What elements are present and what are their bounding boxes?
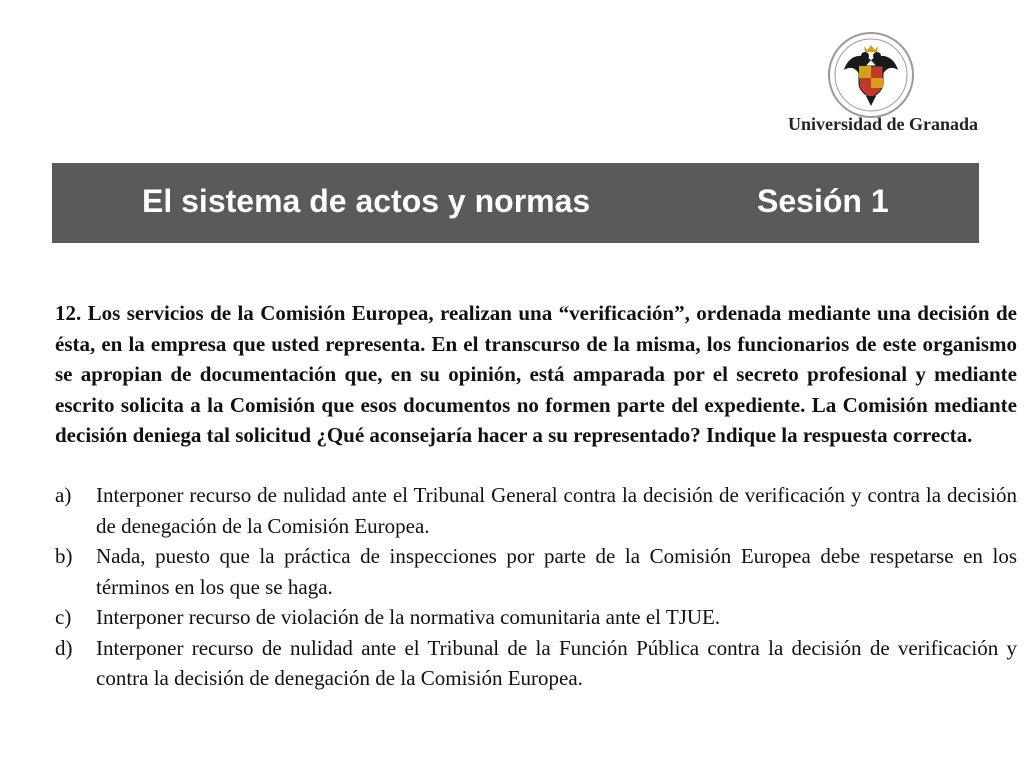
- option-text: Interponer recurso de nulidad ante el Tribunal de la Función Pública contra la decisión de verificación y contra la decisión de denegación de la Comisión Europea.: [96, 635, 1017, 690]
- answer-options: [55, 480, 1017, 694]
- session-label: Sesión 1: [757, 183, 889, 219]
- option-text: Interponer recurso de violación de la normativa comunitaria ante el TJUE.: [96, 605, 721, 629]
- option-d: [55, 633, 1017, 694]
- option-letter: d): [55, 635, 73, 660]
- option-c: [55, 602, 1017, 633]
- option-text: Interponer recurso de nulidad ante el Tribunal General contra la decisión de verificación y contra la decisión de denegación de la Comisión Europea.: [96, 483, 1017, 538]
- option-text: Nada, puesto que la práctica de inspecciones por parte de la Comisión Europea debe respetarse en los términos en los que se haga.: [96, 544, 1017, 599]
- title-banner: [52, 163, 979, 243]
- university-seal-icon: [826, 30, 916, 120]
- option-letter: b): [55, 544, 73, 568]
- page-title: El sistema de actos y normas: [142, 183, 591, 219]
- option-letter: a): [55, 483, 72, 507]
- option-letter: c): [55, 605, 72, 629]
- question-text: 12. Los servicios de la Comisión Europea, realizan una “verificación”, ordenada mediante una decisión de ésta, en la empresa que usted representa. En el transcurso de la misma, los funcionarios de este organismo se apropian de documentación que, en su opinión, está amparada por el secreto profesional y mediante escrito solicita a la Comisión que esos documentos no formen parte del expediente. La Comisión mediante decisión deniega tal solicitud ¿Qué aconsejaría hacer a su representado? Indique la respuesta correcta.: [55, 301, 1017, 447]
- university-name: Universidad de Granada: [787, 114, 978, 134]
- option-b: [55, 541, 1017, 602]
- option-a: [55, 480, 1017, 541]
